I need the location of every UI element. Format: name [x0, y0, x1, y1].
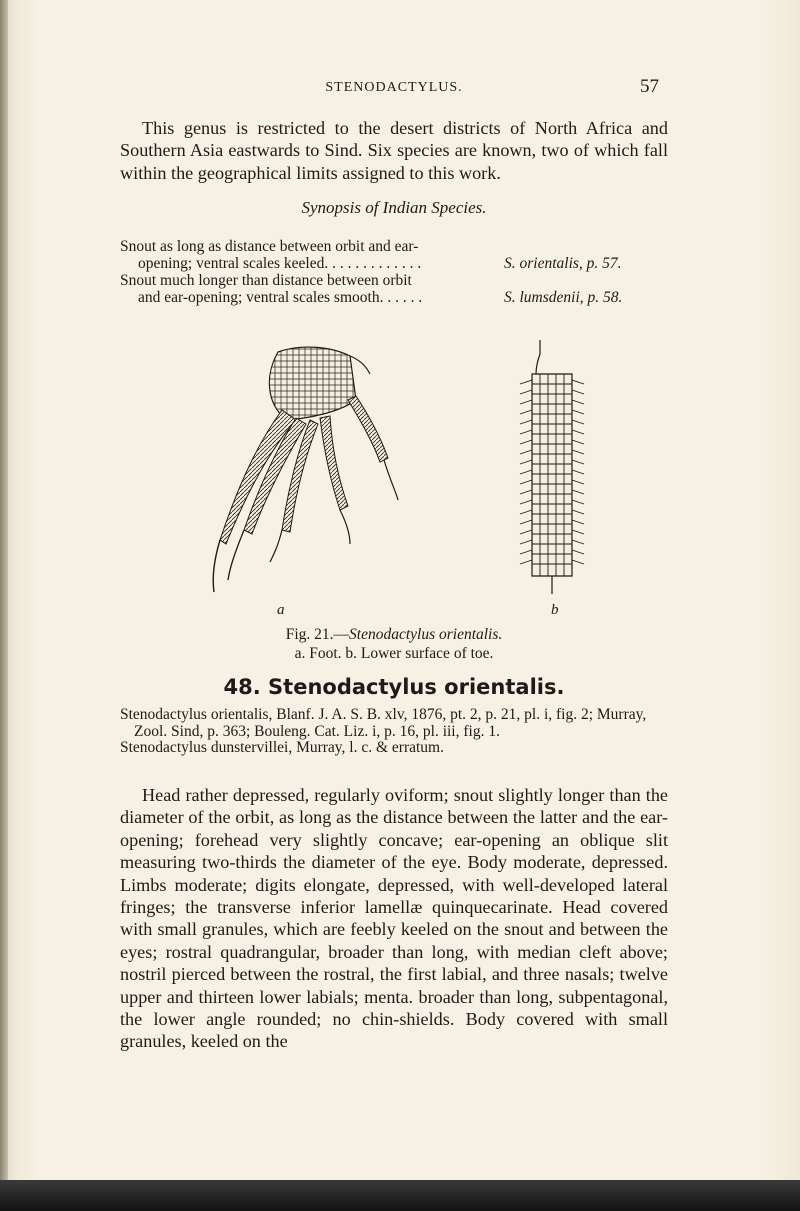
figure-caption-legend: a. Foot. b. Lower surface of toe.: [294, 645, 494, 662]
synopsis-title: Synopsis of Indian Species.: [301, 198, 487, 217]
figure-caption: [120, 626, 668, 644]
species-description-paragraph: Head rather depressed, regularly oviform; snout slightly longer than the diameter of the orbit, as long as the distance between the latter and the ear-opening; forehead very slightly concave; ear-opening an oblique slit measuring two-thirds the diameter of the eye. Body moderate, depressed. Limbs moderate; digits elongate, depressed, with well-developed lateral fringes; the transverse inferior lamellæ quinquecarinate. Head covered with small granules, which are feebly keeled on the snout and between the eyes; rostral quadrangular, broader than long, with median cleft above; nostril pierced between the rostral, the first labial, and three nasals; twelve upper and thirteen lower labials; menta. broader than long, subpentagonal, the lower angle rounded; no chin-shields. Body covered with small granules, keeled on the: [120, 785, 668, 1052]
species-synonymy: [120, 707, 680, 757]
synonymy-entry-2: Stenodactylus dunstervillei, Murray, l. c. & erratum.: [120, 739, 444, 756]
synopsis-entry-1-line-1: Snout as long as distance between orbit and ear-: [120, 238, 419, 255]
species-heading: 48. Stenodactylus orientalis.: [223, 675, 565, 699]
synopsis-entry-2-ref: S. lumsdenii, p. 58.: [504, 289, 623, 306]
page-bottom-shadow: [0, 1180, 800, 1211]
figure-caption-species: Stenodactylus orientalis.: [349, 626, 503, 643]
figure-label-a: a: [277, 602, 285, 618]
page-binding-edge: [0, 0, 8, 1211]
running-title: STENODACTYLUS.: [325, 80, 463, 95]
toe-underside-illustration: [512, 340, 592, 602]
figure-label-b: b: [551, 602, 559, 618]
synopsis-entry-2-line-2: and ear-opening; ventral scales smooth. . . . . .: [138, 289, 423, 306]
synopsis-entry-1-ref: S. orientalis, p. 57.: [504, 255, 622, 272]
synopsis-entry-2-line-1: Snout much longer than distance between orbit: [120, 272, 412, 289]
synopsis-entry-1-line-2: opening; ventral scales keeled. . . . . . . . . . . . .: [138, 255, 422, 272]
foot-illustration: [200, 340, 400, 600]
page-number: 57: [640, 76, 659, 97]
synonymy-entry-1: Stenodactylus orientalis, Blanf. J. A. S. B. xlv, 1876, pt. 2, p. 21, pl. i, fig. 2; Murray, Zool. Sind, p. 363; Bouleng. Cat. Liz. i, p. 16, pl. iii, fig. 1.: [120, 706, 647, 740]
figure-caption-prefix: Fig. 21.—: [285, 626, 350, 643]
genus-intro-paragraph: This genus is restricted to the desert districts of North Africa and Southern Asia eastwards to Sind. Six species are known, two of which fall within the geographical limits assigned to this work.: [120, 118, 668, 183]
